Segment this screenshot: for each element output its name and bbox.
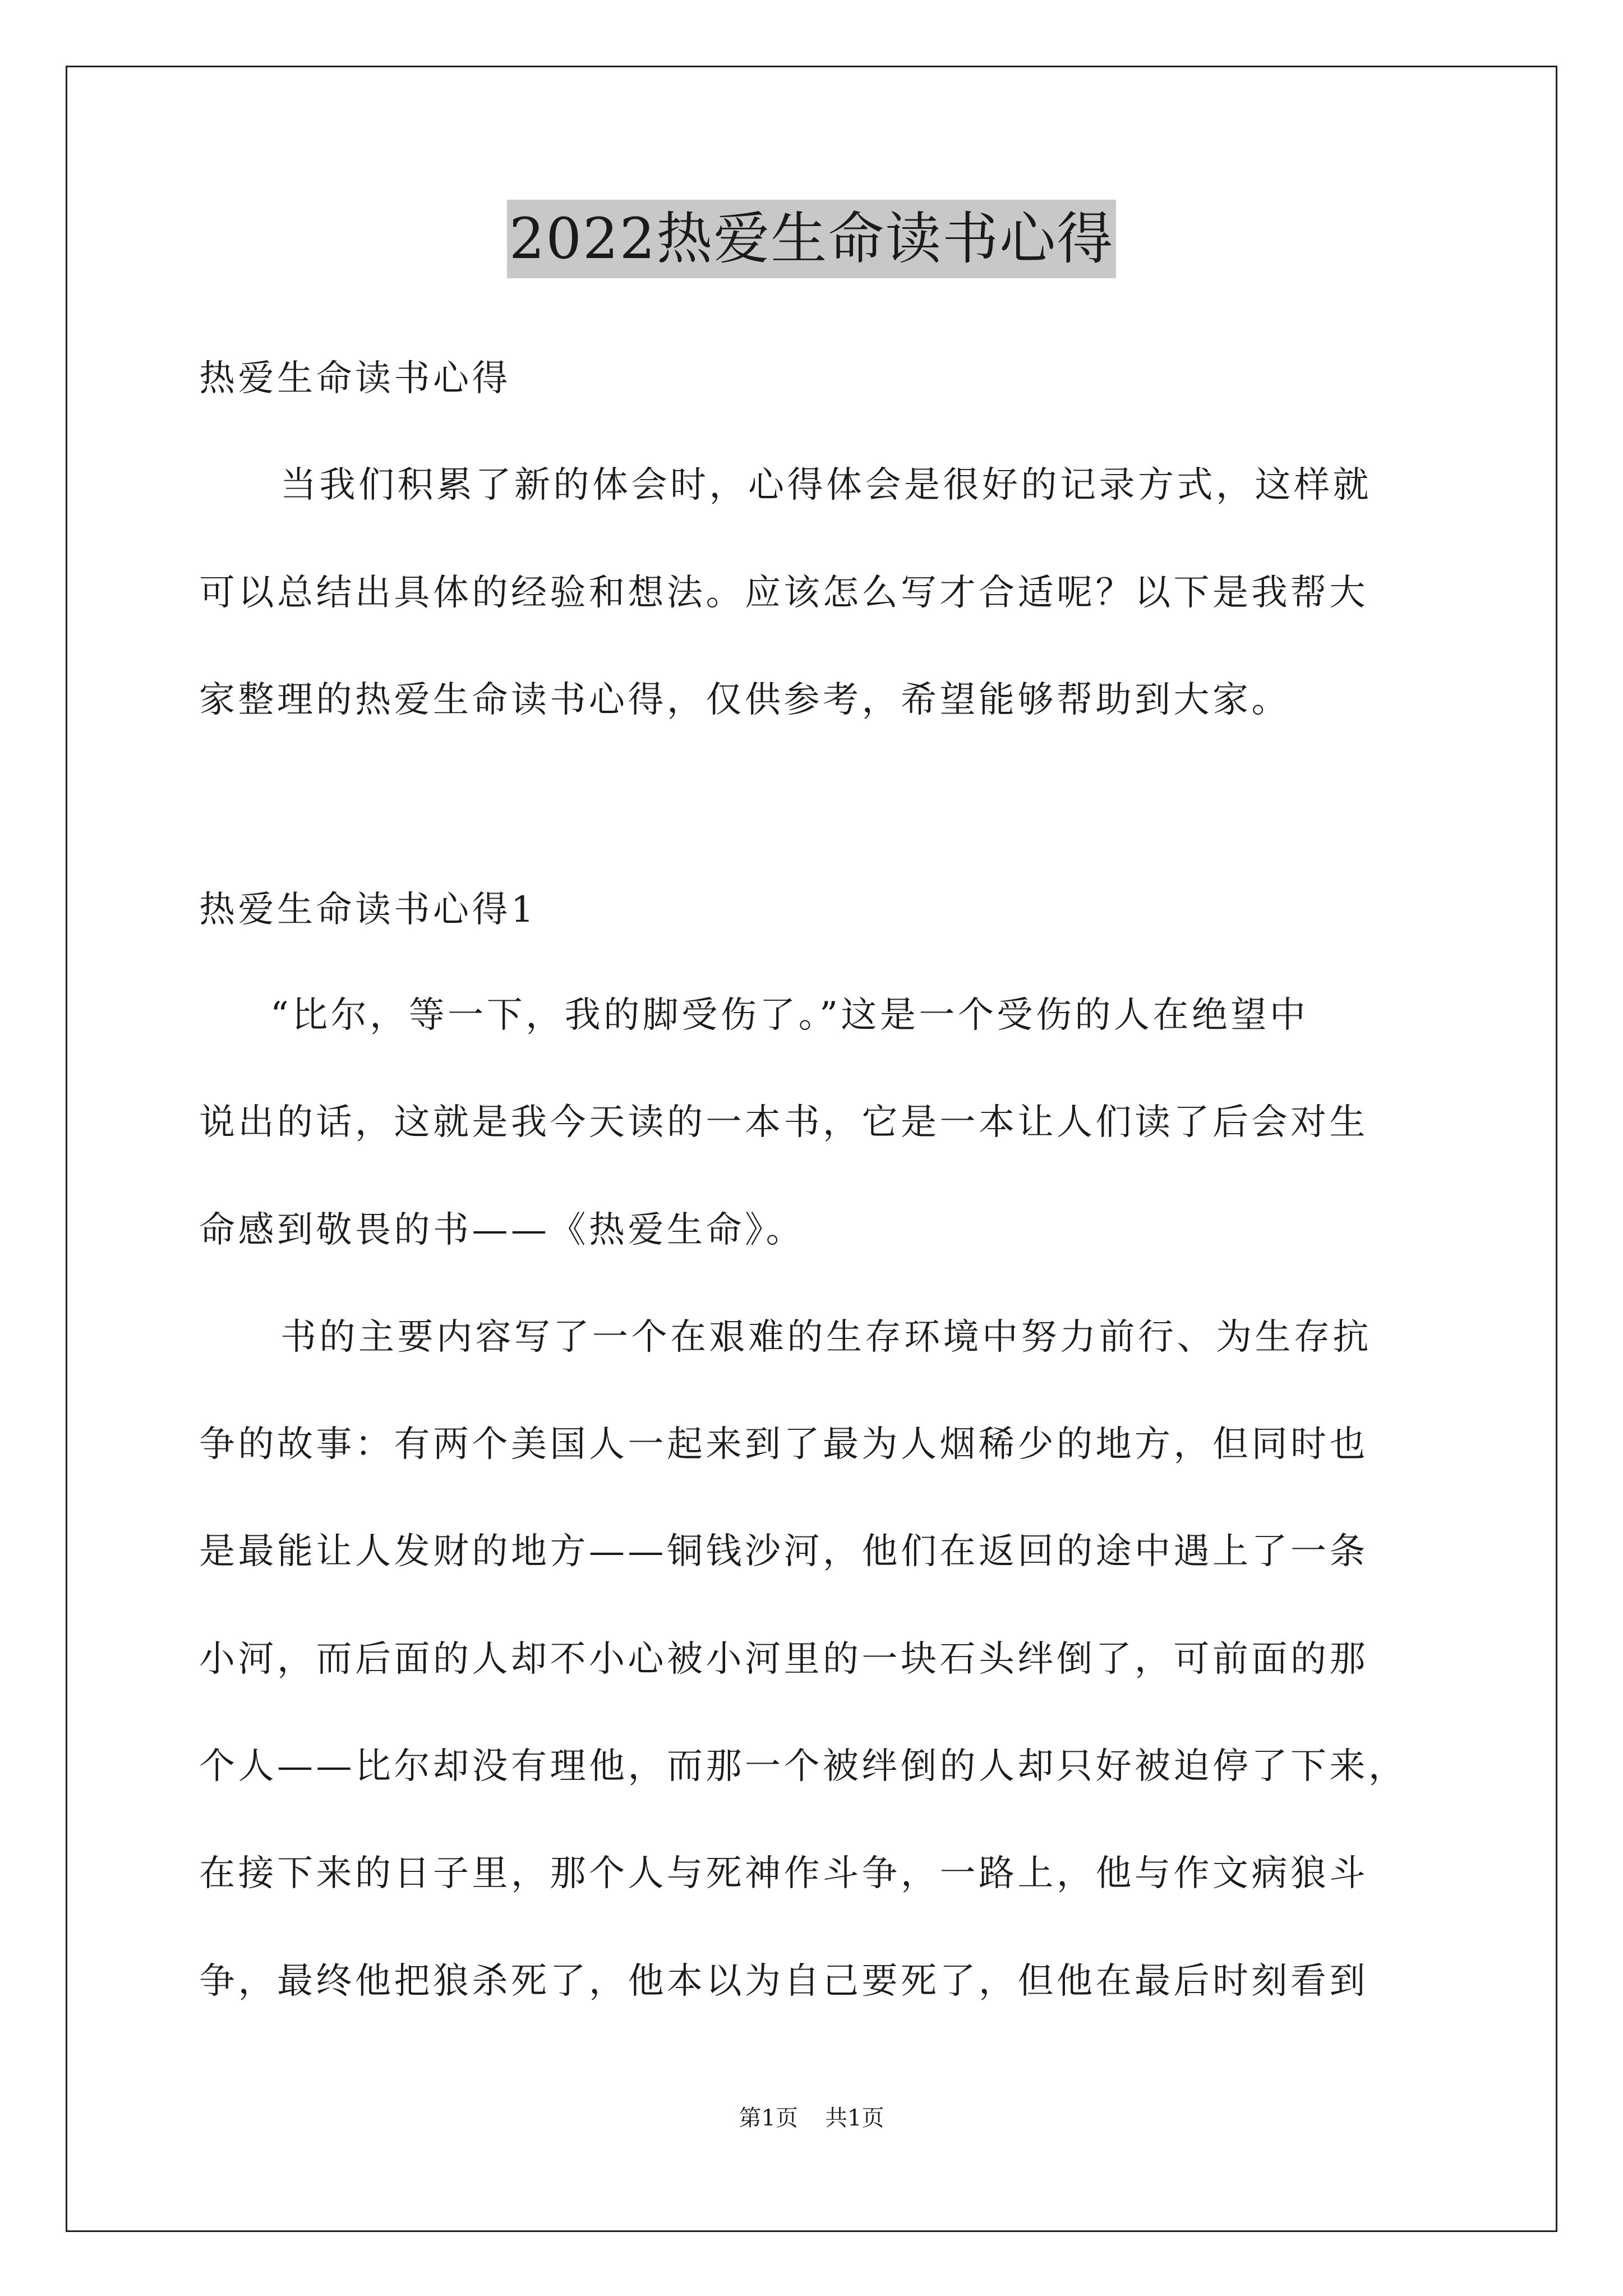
document-title: 2022热爱生命读书心得 bbox=[507, 200, 1117, 278]
body-line: 争，最终他把狼杀死了，他本以为自己要死了，但他在最后时刻看到 bbox=[199, 1961, 1368, 2002]
intro-line: 当我们积累了新的体会时，心得体会是很好的记录方式，这样就 bbox=[280, 464, 1372, 506]
intro-line: 家整理的热爱生命读书心得，仅供参考，希望能够帮助到大家。 bbox=[199, 679, 1290, 721]
body-line: 小河，而后面的人却不小心被小河里的一块石头绊倒了，可前面的那 bbox=[199, 1639, 1368, 1680]
page-total: 共1页 bbox=[825, 2105, 884, 2131]
body-line: 个人——比尔却没有理他，而那一个被绊倒的人却只好被迫停了下来， bbox=[199, 1746, 1408, 1787]
section-heading: 热爱生命读书心得1 bbox=[199, 889, 537, 931]
page-footer bbox=[0, 2102, 1623, 2134]
page-number: 第1页 bbox=[739, 2105, 798, 2131]
body-line: 在接下来的日子里，那个人与死神作斗争，一路上，他与作文病狼斗 bbox=[199, 1853, 1368, 1894]
body-line: 争的故事：有两个美国人一起来到了最为人烟稀少的地方，但同时也 bbox=[199, 1424, 1368, 1465]
body-line: 说出的话，这就是我今天读的一本书，它是一本让人们读了后会对生 bbox=[199, 1102, 1368, 1143]
title-block bbox=[0, 200, 1623, 278]
body-line: “比尔，等一下，我的脚受伤了。”这是一个受伤的人在绝望中 bbox=[270, 995, 1309, 1036]
document-subtitle: 热爱生命读书心得 bbox=[199, 358, 511, 399]
intro-line: 可以总结出具体的经验和想法。应该怎么写才合适呢？以下是我帮大 bbox=[199, 572, 1368, 614]
body-line: 命感到敬畏的书——《热爱生命》。 bbox=[199, 1209, 805, 1251]
body-line: 书的主要内容写了一个在艰难的生存环境中努力前行、为生存抗 bbox=[280, 1317, 1372, 1358]
body-line: 是最能让人发财的地方——铜钱沙河，他们在返回的途中遇上了一条 bbox=[199, 1531, 1368, 1572]
